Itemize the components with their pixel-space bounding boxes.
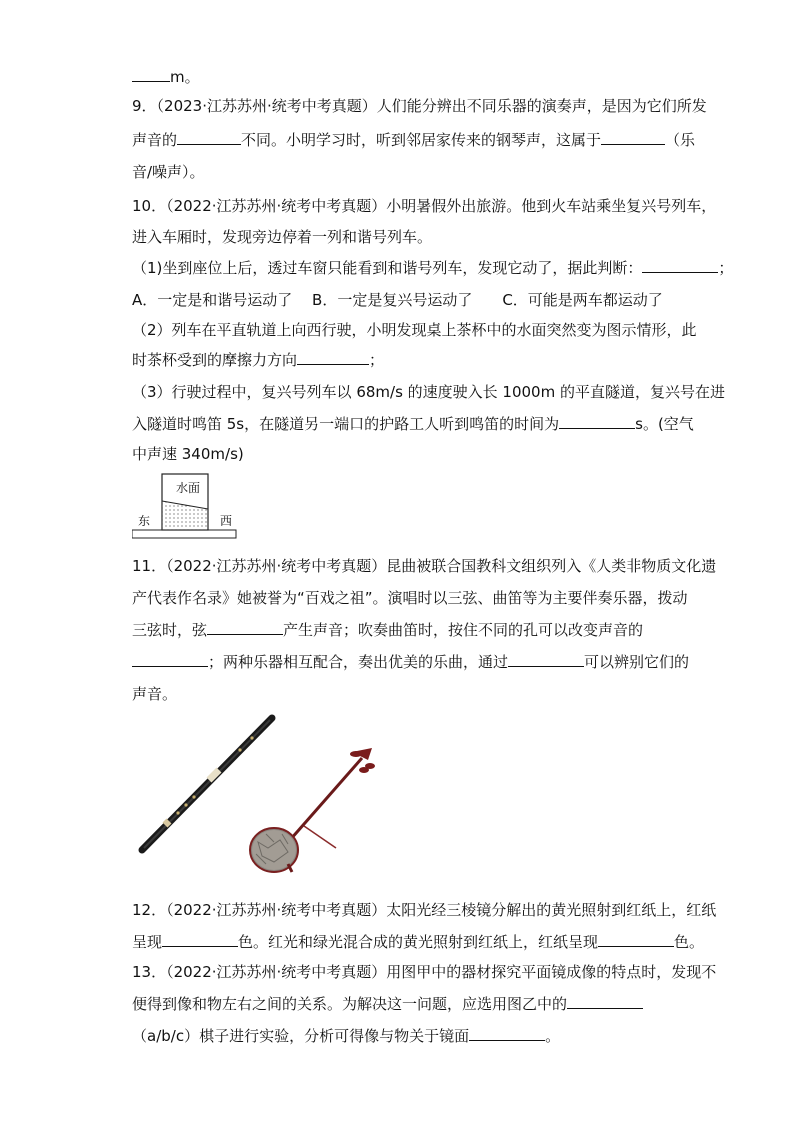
text-line	[132, 556, 716, 576]
answer-blank[interactable]	[469, 1026, 545, 1041]
text-line	[132, 652, 689, 672]
answer-blank[interactable]	[567, 994, 643, 1009]
text-segment: 9．（2023·江苏苏州·统考中考真题）人们能分辨出不同乐器的演奏声，是因为它们所发	[132, 97, 707, 115]
text-segment: 产代表作名录》她被誉为“百戏之祖”。演唱时以三弦、曲笛等为主要伴奏乐器，拨动	[132, 589, 688, 607]
text-segment: 音/噪声）。	[132, 163, 205, 181]
text-segment: 。	[545, 1027, 561, 1045]
text-line	[132, 994, 643, 1014]
text-segment: 入隧道时鸣笛 5s，在隧道另一端口的护路工人听到鸣笛的时间为	[132, 415, 560, 433]
cup-diagram	[132, 468, 240, 540]
text-segment: 色。	[674, 933, 705, 951]
text-segment: 可以辨别它们的	[584, 653, 690, 671]
text-segment: 三弦时，弦	[132, 621, 208, 639]
water-label: 水面	[176, 481, 201, 495]
text-line	[132, 382, 725, 402]
text-segment: ；两种乐器相互配合，奏出优美的乐曲，通过	[208, 653, 509, 671]
text-segment: s。(空气	[635, 415, 694, 433]
text-line	[132, 962, 716, 982]
east-label: 东	[138, 514, 151, 528]
text-segment: 声音。	[132, 685, 178, 703]
text-segment: 进入车厢时，发现旁边停着一列和谐号列车。	[132, 228, 433, 246]
answer-blank[interactable]	[162, 932, 238, 947]
text-line	[132, 414, 694, 434]
answer-blank[interactable]	[508, 652, 584, 667]
answer-blank[interactable]	[132, 652, 208, 667]
text-segment: （乐	[665, 131, 696, 149]
text-segment: A．一定是和谐号运动了 B．一定是复兴号运动了 C．可能是两车都运动了	[132, 291, 663, 309]
text-line	[132, 588, 688, 608]
west-label: 西	[220, 514, 233, 528]
text-line	[132, 684, 177, 704]
sanxian-icon	[244, 744, 384, 876]
text-segment: m。	[170, 68, 200, 86]
text-segment: 中声速 340m/s)	[132, 445, 244, 463]
text-line	[132, 900, 716, 920]
text-segment: 声音的	[132, 131, 178, 149]
text-segment: 10．（2022·江苏苏州·统考中考真题）小明暑假外出旅游。他到火车站乘坐复兴号列车，	[132, 197, 717, 215]
text-segment: （a/b/c）棋子进行实验，分析可得像与物关于镜面	[132, 1027, 470, 1045]
text-line	[132, 258, 733, 278]
text-line	[132, 320, 697, 340]
answer-blank[interactable]	[642, 258, 718, 273]
text-segment: 时茶杯受到的摩擦力方向	[132, 351, 298, 369]
text-line	[132, 444, 244, 464]
text-segment: 11．（2022·江苏苏州·统考中考真题）昆曲被联合国教科文组织列入《人类非物质文化遗	[132, 557, 717, 575]
answer-blank[interactable]	[297, 350, 369, 365]
track-base	[132, 530, 236, 538]
text-segment: 12．（2022·江苏苏州·统考中考真题）太阳光经三棱镜分解出的黄光照射到红纸上，红纸	[132, 901, 717, 919]
text-segment: 便得到像和物左右之间的关系。为解决这一问题，应选用图乙中的	[132, 995, 568, 1013]
text-line	[132, 130, 695, 150]
text-line	[132, 620, 643, 640]
sanxian-image	[244, 744, 384, 876]
answer-blank[interactable]	[207, 620, 283, 635]
cup-figure	[132, 468, 240, 540]
text-segment: 产生声音；吹奏曲笛时，按住不同的孔可以改变声音的	[283, 621, 644, 639]
text-line	[132, 932, 704, 952]
text-line	[132, 227, 432, 247]
text-segment: 呈现	[132, 933, 163, 951]
text-line	[132, 67, 200, 87]
text-line	[132, 290, 663, 310]
text-segment: 13．（2022·江苏苏州·统考中考真题）用图甲中的器材探究平面镜成像的特点时，发现不	[132, 963, 717, 981]
text-segment: 色。红光和绿光混合成的黄光照射到红纸上，红纸呈现	[238, 933, 599, 951]
answer-blank[interactable]	[132, 67, 170, 82]
text-line	[132, 1026, 560, 1046]
answer-blank[interactable]	[601, 130, 665, 145]
answer-blank[interactable]	[559, 414, 635, 429]
answer-blank[interactable]	[177, 130, 241, 145]
text-segment: ；	[369, 351, 385, 369]
text-segment: （2）列车在平直轨道上向西行驶，小明发现桌上茶杯中的水面突然变为图示情形，此	[132, 321, 697, 339]
text-line	[132, 162, 205, 182]
text-segment: 不同。小明学习时，听到邻居家传来的钢琴声，这属于	[241, 131, 602, 149]
answer-blank[interactable]	[598, 932, 674, 947]
text-segment: ；	[718, 259, 734, 277]
text-line	[132, 96, 707, 116]
text-line	[132, 196, 716, 216]
text-segment: （1)坐到座位上后，透过车窗只能看到和谐号列车，发现它动了，据此判断：	[132, 259, 643, 277]
text-segment: （3）行驶过程中，复兴号列车以 68m/s 的速度驶入长 1000m 的平直隧道，复兴号在进	[132, 383, 725, 401]
text-line	[132, 350, 384, 370]
